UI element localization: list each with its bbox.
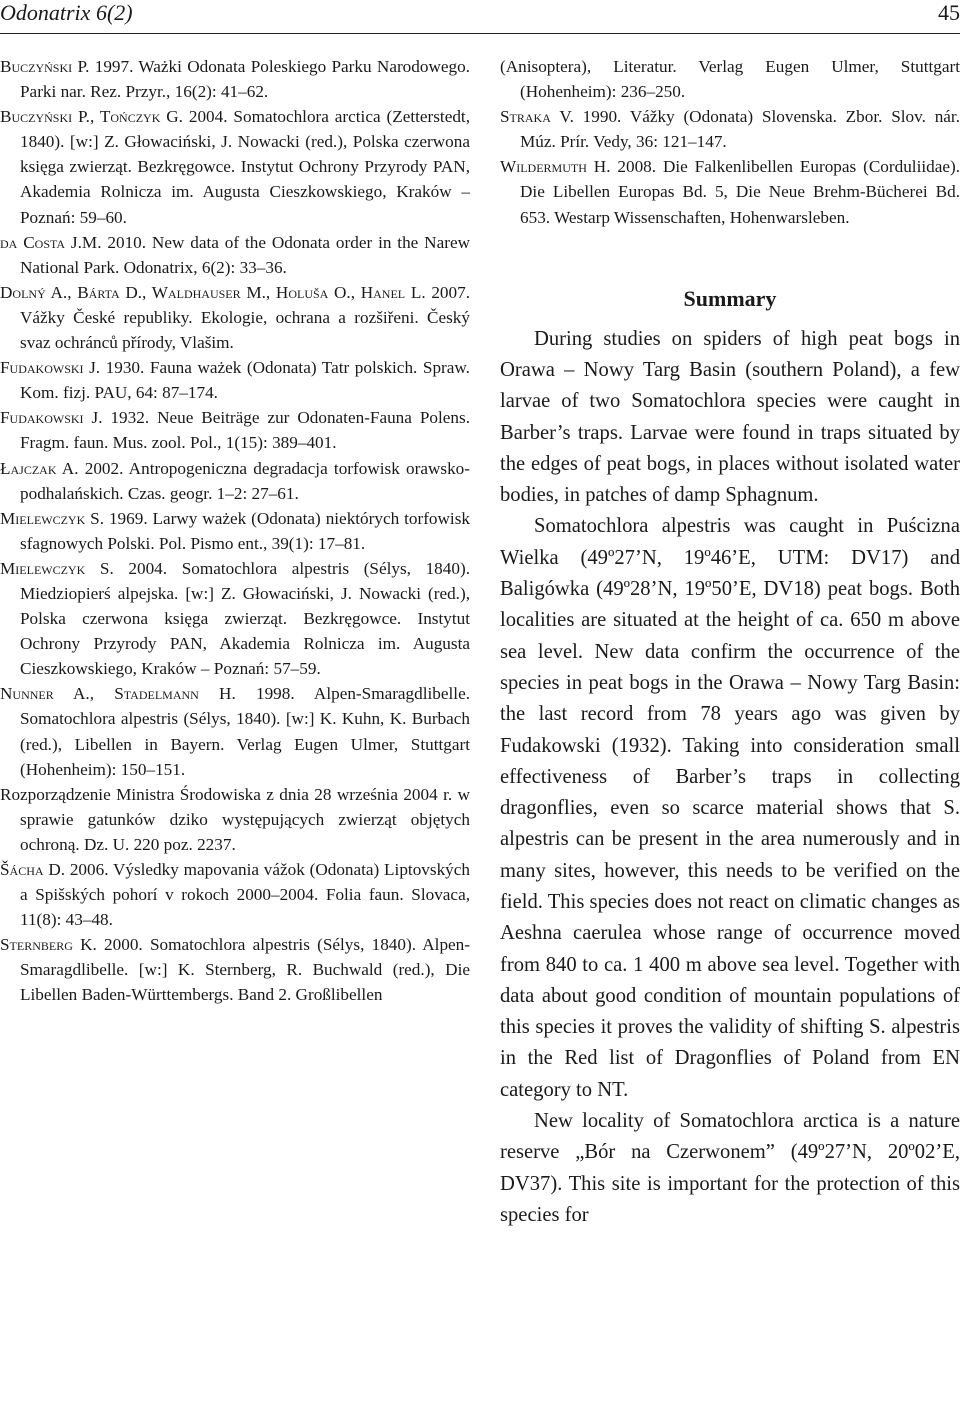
page-header — [0, 0, 960, 34]
reference-entry — [0, 54, 470, 104]
reference-author: Dolný A., Bárta D., Waldhauser M., Holuša O., Hanel L. — [0, 282, 426, 302]
summary-paragraph: New locality of Somatochlora arctica is a nature reserve „Bór na Czerwonem” (49º27’N, 20º02’E, DV37). This site is important for the protection of this species for — [500, 1110, 960, 1226]
reference-author: da Costa J.M. — [0, 232, 102, 252]
reference-entry — [0, 681, 470, 781]
reference-entry — [0, 355, 470, 405]
reference-author: Mielewczyk S. — [0, 508, 105, 528]
reference-text: 1930. Fauna ważek (Odonata) Tatr polskich. Spraw. Kom. fizj. PAU, 64: 87–174. — [20, 358, 470, 403]
reference-entry — [0, 456, 470, 506]
reference-entry — [0, 932, 470, 1007]
reference-entry — [0, 280, 470, 355]
reference-text: 2010. New data of the Odonata order in the Narew National Park. Odonatrix, 6(2): 33–36. — [20, 232, 470, 277]
reference-author: Buczyński P., Tończyk G. — [0, 107, 183, 127]
reference-text: 1997. Ważki Odonata Poleskiego Parku Narodowego. Parki nar. Rez. Przyr., 16(2): 41–62. — [20, 57, 470, 102]
reference-entry — [0, 506, 470, 556]
reference-text: 1932. Neue Beiträge zur Odonaten-Fauna Polens. Fragm. faun. Mus. zool. Pol., 1(15): 389–401. — [20, 408, 470, 453]
reference-text: 2000. Somatochlora alpestris (Sélys, 1840). Alpen-Smaragdlibelle. [w:] K. Sternberg, R. Buchwald (red.), Die Libellen Baden-Württembergs. Band 2. Großlibellen — [20, 935, 470, 1005]
summary-heading: Summary — [683, 285, 777, 311]
reference-text: 1969. Larwy ważek (Odonata) niektórych torfowisk sfagnowych Polski. Pol. Pismo ent., 39(1): 17–81. — [20, 508, 470, 553]
reference-text: 2004. Somatochlora alpestris (Sélys, 1840). Miedziopierś alpejska. [w:] Z. Głowaciński, J. Nowacki (red.), Polska czerwona księga zwierząt. Bezkręgowce. Instytut Ochrony Przyrody PAN, Akademia Rolnicza im. Augusta Cieszkowskiego, Kraków – Poznań: 57–59. — [20, 558, 470, 679]
reference-text: 2006. Výsledky mapovania vážok (Odonata) Liptovských a Spišských pohorí v rokoch 2000–2004. Folia faun. Slovaca, 11(8): 43–48. — [20, 860, 470, 930]
page-number: 45 — [938, 0, 960, 25]
summary-paragraph: During studies on spiders of high peat bogs in Orawa – Nowy Targ Basin (southern Poland), a few larvae of two Somatochlora species were caught in Barber’s traps. Larvae were found in traps situated by the edges of peat bogs, in places without isolated water bodies, in patches of damp Sphagnum. — [500, 327, 960, 507]
reference-entry — [500, 104, 960, 154]
reference-author: Nunner A., Stadelmann H. — [0, 684, 236, 704]
reference-text: (Anisoptera), Literatur. Verlag Eugen Ulmer, Stuttgart (Hohenheim): 236–250. — [500, 57, 960, 102]
reference-text: 1990. Vážky (Odonata) Slovenska. Zbor. Slov. nár. Múz. Prír. Vedy, 36: 121–147. — [520, 107, 960, 152]
header-rule — [0, 33, 960, 34]
reference-text: Rozporządzenie Ministra Środowiska z dnia 28 września 2004 r. w sprawie gatunków dziko występujących zwierząt objętych ochroną. Dz. U. 220 poz. 2237. — [0, 784, 470, 854]
reference-author: Sternberg K. — [0, 935, 97, 955]
reference-author: Straka V. — [500, 107, 574, 127]
summary-paragraph: Somatochlora alpestris was caught in Puścizna Wielka (49º27’N, 19º46’E, UTM: DV17) and Baligówka (49º28’N, 19º50’E, DV18) peat bogs. Both localities are situated at the height of ca. 650 m above sea level. New data confirm the occurrence of the species in peat bogs in the Orawa – Nowy Targ Basin: the last record from 78 years ago was given by Fudakowski (1932). Taking into consideration small effectiveness of Barber’s traps in collecting dragonflies, even so scarce material shows that S. alpestris can be present in the area numerously and in many sites, however, this needs to be verified on the field. This species does not react on climatic changes as Aeshna caerulea whose range of occurrence moved from 840 to ca. 1 400 m above sea level. Together with data about good condition of mountain populations of this species it proves the validity of shifting S. alpestris in the Red list of Dragonflies of Poland from EN category to NT. — [500, 515, 960, 1101]
reference-author: Buczyński P. — [0, 57, 90, 76]
journal-title: Odonatrix 6(2) — [0, 0, 133, 25]
reference-text: 2007. Vážky České republiky. Ekologie, ochrana a rozšiřeni. Český svaz ochránců přírody, Vlašim. — [20, 282, 471, 353]
reference-entry — [0, 556, 470, 681]
reference-author: Mielewczyk S. — [0, 558, 114, 578]
reference-entry — [0, 857, 470, 932]
reference-text: 2002. Antropogeniczna degradacja torfowisk orawsko-podhalańskich. Czas. geogr. 1–2: 27–61. — [20, 458, 470, 503]
right-column — [500, 54, 960, 1231]
reference-author: Fudakowski J. — [0, 358, 101, 378]
reference-entry — [0, 230, 470, 280]
reference-entry — [500, 54, 960, 104]
reference-entry — [0, 405, 470, 455]
reference-author: Šácha D. — [0, 860, 66, 879]
reference-author: Łajczak A. — [0, 458, 79, 478]
reference-text: 2004. Somatochlora arctica (Zetterstedt, 1840). [w:] Z. Głowaciński, J. Nowacki (red.), Polska czerwona księga zwierząt. Bezkręgowce. Instytut Ochrony Przyrody PAN, Akademia Rolnicza im. Augusta Cieszkowskiego, Kraków – Poznań: 59–60. — [20, 107, 470, 227]
reference-entry — [0, 104, 470, 229]
reference-text: 1998. Alpen-Smaragdlibelle. Somatochlora alpestris (Sélys, 1840). [w:] K. Kuhn, K. Burbach (red.), Libellen in Bayern. Verlag Eugen Ulmer, Stuttgart (Hohenheim): 150–151. — [20, 684, 470, 779]
reference-author: Fudakowski J. — [0, 408, 103, 428]
reference-entry — [0, 782, 470, 857]
references-left-column — [0, 54, 470, 1008]
reference-text: 2008. Die Falkenlibellen Europas (Corduliidae). Die Libellen Europas Bd. 5, Die Neue Brehm-Bücherei Bd. 653. Westarp Wissenschaften, Hohenwarsleben. — [520, 157, 960, 227]
reference-entry — [500, 154, 960, 229]
reference-author: Wildermuth H. — [500, 157, 611, 177]
